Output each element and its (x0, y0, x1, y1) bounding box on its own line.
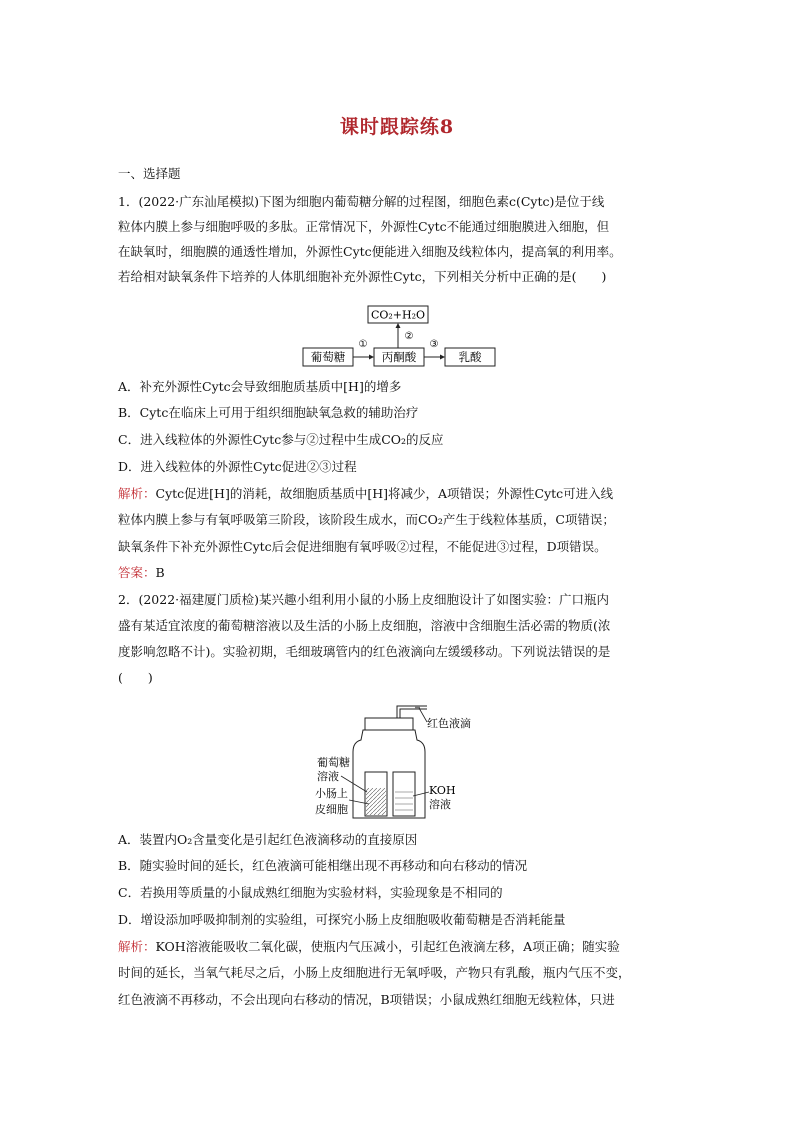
step2-label: ② (404, 331, 414, 342)
question-1-line: 在缺氧时，细胞膜的通透性增加，外源性Cytc便能进入细胞及线粒体内，提高氧的利用率。 (118, 244, 622, 259)
option-a: A．装置内O₂含量变化是引起红色液滴移动的直接原因 (118, 832, 418, 847)
section-heading: 一、选择题 (118, 166, 181, 181)
analysis-text: KOH溶液能吸收二氧化碳，使瓶内气压减小，引起红色液滴左移，A项正确；随实验 (155, 939, 620, 954)
jar-stopper (365, 718, 413, 730)
glucose-breakdown-diagram (300, 302, 500, 372)
step3-label: ③ (429, 339, 439, 350)
jar-body (353, 730, 425, 818)
koh-label-2: 溶液 (429, 798, 451, 811)
answer-value: B (155, 565, 165, 580)
glucose-label-2: 溶液 (317, 770, 339, 783)
lactate-label: 乳酸 (458, 350, 482, 364)
question-2-line: 2．(2022·福建厦门质检)某兴趣小组利用小鼠的小肠上皮细胞设计了如图实验：广口瓶内 (118, 592, 609, 607)
analysis-label: 解析： (118, 939, 156, 954)
arrow-step3-head (440, 355, 445, 360)
cell-label-2: 皮细胞 (315, 803, 348, 816)
red-drop-leader (419, 708, 427, 722)
option-c: C．进入线粒体的外源性Cytc参与②过程中生成CO₂的反应 (118, 432, 444, 447)
question-2-line: 盛有某适宜浓度的葡萄糖溶液以及生活的小肠上皮细胞，溶液中含细胞生活必需的物质(浓 (118, 618, 611, 633)
cell-solution (366, 788, 386, 815)
question-2-line: 度影响忽略不计)。实验初期，毛细玻璃管内的红色液滴向左缓缓移动。下列说法错误的是 (118, 644, 611, 659)
question-2-line: ( ) (118, 670, 153, 685)
step1-label: ① (358, 339, 368, 350)
option-a: A．补充外源性Cytc会导致细胞质基质中[H]的增多 (118, 379, 402, 394)
red-drop-label: 红色液滴 (427, 717, 471, 730)
arrow-step2-head (396, 323, 401, 328)
analysis-label: 解析： (118, 486, 156, 501)
option-b: B．随实验时间的延长，红色液滴可能相继出现不再移动和向右移动的情况 (118, 858, 528, 873)
question-1-line: 粒体内膜上参与细胞呼吸的多肽。正常情况下，外源性Cytc不能通过细胞膜进入细胞，但 (118, 219, 610, 234)
option-d: D．进入线粒体的外源性Cytc促进②③过程 (118, 459, 357, 474)
analysis-text: 缺氧条件下补充外源性Cytc后会促进细胞有氧呼吸②过程，不能促进③过程，D项错误。 (118, 539, 607, 554)
glucose-label-1: 葡萄糖 (317, 756, 350, 769)
question-1-line: 1．(2022·广东汕尾模拟)下图为细胞内葡萄糖分解的过程图，细胞色素c(Cytc)是位于线 (118, 194, 605, 209)
question-1-line: 若给相对缺氧条件下培养的人体肌细胞补充外源性Cytc，下列相关分析中正确的是( ) (118, 269, 607, 284)
arrow-step1-head (369, 355, 374, 360)
koh-label-1: KOH (429, 784, 456, 797)
option-d: D．增设添加呼吸抑制剂的实验组，可探究小肠上皮细胞吸收葡萄糖是否消耗能量 (118, 912, 566, 927)
option-b: B．Cytc在临床上可用于组织细胞缺氧急救的辅助治疗 (118, 405, 419, 420)
answer-label: 答案： (118, 565, 156, 580)
analysis-text: 时间的延长，当氧气耗尽之后，小肠上皮细胞进行无氧呼吸，产物只有乳酸，瓶内气压不变， (118, 965, 631, 980)
option-c: C．若换用等质量的小鼠成熟红细胞为实验材料，实验现象是不相同的 (118, 885, 503, 900)
page-title: 课时跟踪练8 (339, 116, 455, 138)
glucose-label: 葡萄糖 (310, 350, 346, 364)
cell-label-1: 小肠上 (315, 787, 348, 800)
analysis-text: Cytc促进[H]的消耗，故细胞质基质中[H]将减少，A项错误；外源性Cytc可进入线 (155, 486, 614, 501)
analysis-text: 红色液滴不再移动，不会出现向右移动的情况，B项错误；小鼠成熟红细胞无线粒体，只进 (118, 992, 615, 1007)
analysis-text: 粒体内膜上参与有氧呼吸第三阶段，该阶段生成水，而CO₂产生于线粒体基质，C项错误； (118, 512, 615, 527)
koh-beaker (393, 772, 415, 816)
jar-experiment-diagram (305, 700, 505, 825)
co2-h2o-label: CO₂+H₂O (370, 308, 426, 322)
pyruvate-label: 丙酮酸 (381, 350, 417, 364)
